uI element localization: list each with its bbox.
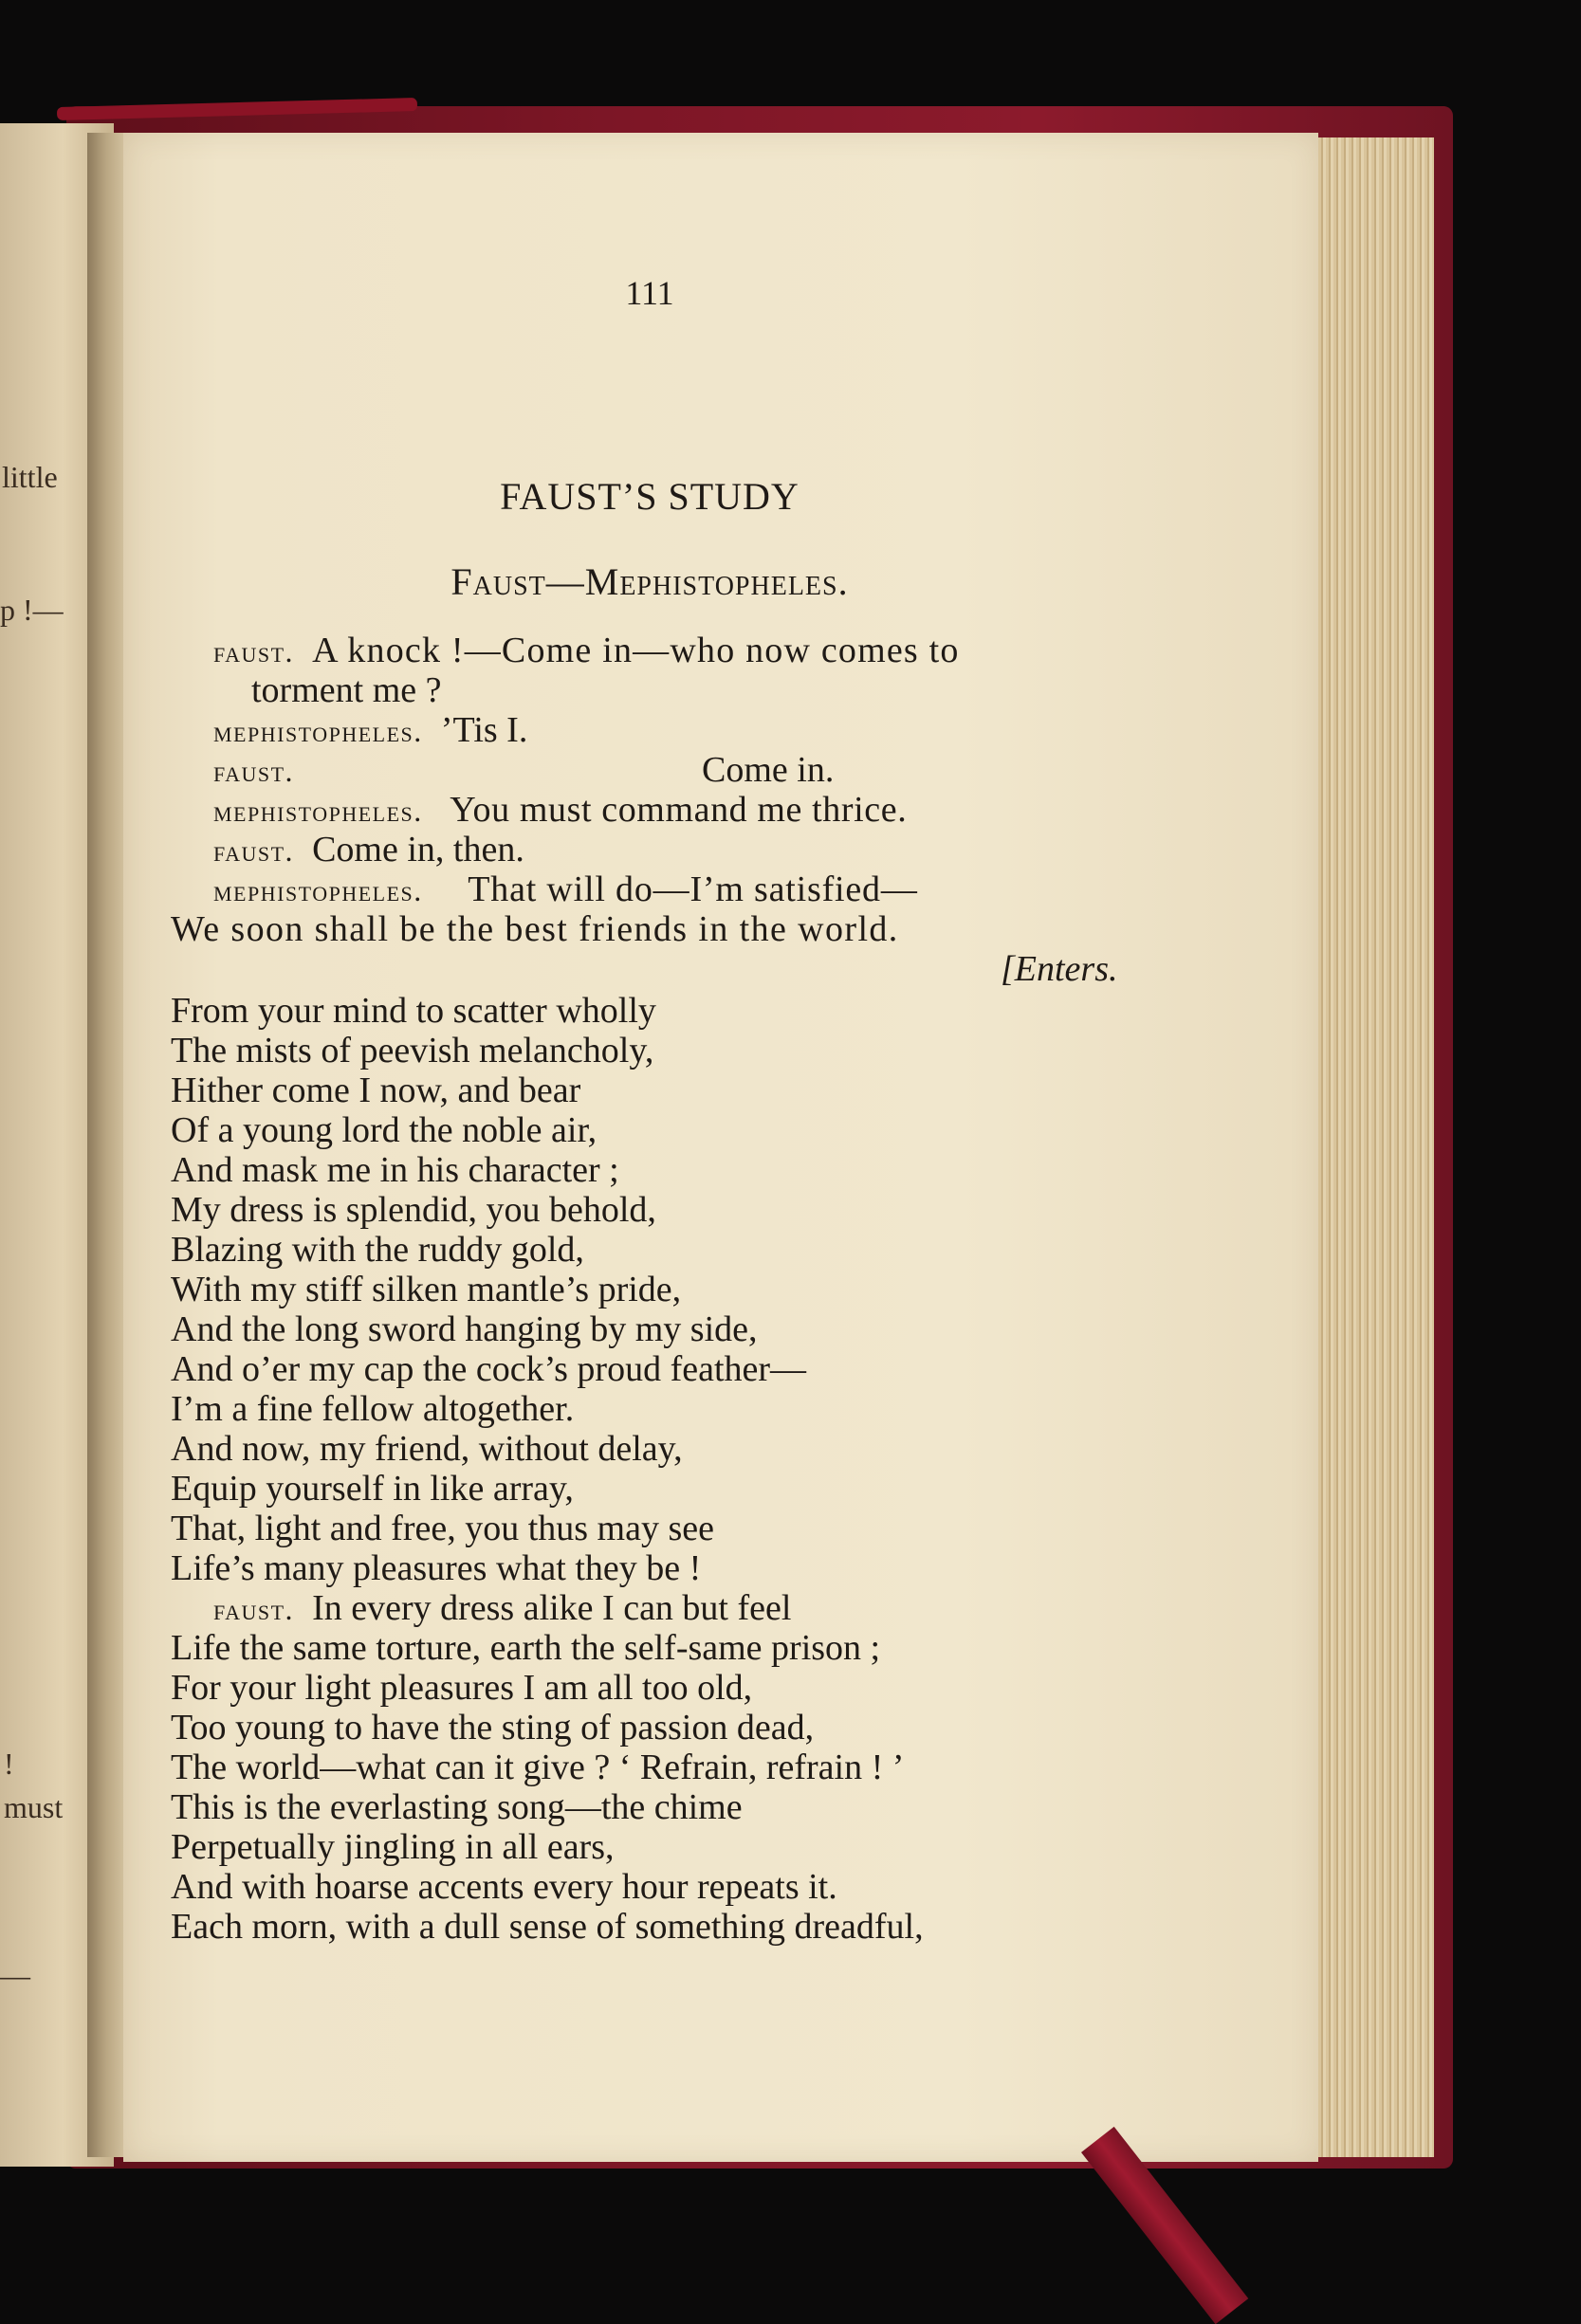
page-number: 111 xyxy=(625,274,674,312)
text-line xyxy=(171,1630,880,1666)
scene-persons: Faust—Mephistopheles. xyxy=(450,560,849,603)
text-line xyxy=(171,1710,814,1746)
text-line xyxy=(213,712,527,748)
left-page-fragment: — xyxy=(0,1958,30,1992)
text-line xyxy=(171,1909,924,1945)
text-line xyxy=(171,1033,653,1069)
speaker-name: mephistopheles. xyxy=(213,794,423,828)
speaker-name: faust. xyxy=(213,1592,295,1626)
left-page-fragment: ! xyxy=(4,1747,14,1781)
line-text: Perpetually jingling in all ears, xyxy=(171,1827,615,1867)
line-text: Hither come I now, and bear xyxy=(171,1071,581,1110)
line-text: And o’er my cap the cock’s proud feather— xyxy=(171,1349,807,1389)
text-line xyxy=(171,993,656,1029)
page-edges xyxy=(1309,137,1434,2157)
text-line xyxy=(171,1152,619,1188)
text-line xyxy=(213,752,294,788)
line-text: torment me ? xyxy=(251,670,442,710)
left-page-fragment: p !— xyxy=(0,593,64,627)
line-text: Equip yourself in like array, xyxy=(171,1469,574,1509)
speaker-name: faust. xyxy=(213,833,295,868)
text-line xyxy=(213,792,907,828)
line-text: The world—what can it give ? ‘ Refrain, refrain ! ’ xyxy=(171,1748,905,1787)
text-line xyxy=(171,1510,714,1546)
text-line xyxy=(171,1550,701,1586)
line-text: Life’s many pleasures what they be ! xyxy=(171,1548,702,1588)
line-text: Of a young lord the noble air, xyxy=(171,1110,597,1150)
page-title: FAUST’S STUDY xyxy=(500,475,800,518)
left-page-fragment: must xyxy=(4,1790,64,1824)
text-line xyxy=(171,1272,681,1308)
speaker-name: faust. xyxy=(213,754,295,788)
line-text: That, light and free, you thus may see xyxy=(171,1509,715,1548)
text-line xyxy=(171,1351,806,1387)
line-text: Blazing with the ruddy gold, xyxy=(171,1230,584,1270)
line-text: My dress is splendid, you behold, xyxy=(171,1190,656,1230)
speaker-name: mephistopheles. xyxy=(213,714,423,748)
line-text: This is the everlasting song—the chime xyxy=(171,1787,743,1827)
line-text: I’m a fine fellow altogether. xyxy=(171,1389,575,1429)
text-line xyxy=(171,911,899,947)
text-line xyxy=(171,1112,597,1148)
line-text: You must command me thrice. xyxy=(450,790,908,830)
line-text: Come in, then. xyxy=(312,830,524,869)
text-line xyxy=(171,1391,574,1427)
text-line xyxy=(171,1749,904,1785)
text-line xyxy=(702,752,834,788)
line-text: Come in. xyxy=(702,750,835,790)
line-text: Too young to have the sting of passion dead, xyxy=(171,1708,815,1748)
line-text: From your mind to scatter wholly xyxy=(171,991,656,1031)
line-text: Each morn, with a dull sense of something dreadful, xyxy=(171,1907,924,1947)
left-page-fragment: little xyxy=(2,460,58,494)
text-line xyxy=(171,1311,758,1347)
text-line xyxy=(213,871,918,907)
text-line xyxy=(171,1192,656,1228)
text-line xyxy=(171,1431,683,1467)
text-line xyxy=(171,1670,752,1706)
text-line xyxy=(171,1869,837,1905)
text-line xyxy=(171,1471,574,1507)
line-text: For your light pleasures I am all too old, xyxy=(171,1668,753,1708)
line-text: That will do—I’m satisfied— xyxy=(468,869,918,909)
text-line xyxy=(171,1829,615,1865)
line-text: A knock !—Come in—who now comes to xyxy=(312,631,960,670)
line-text: Life the same torture, earth the self-same prison ; xyxy=(171,1628,881,1668)
text-line xyxy=(213,632,960,668)
line-text: We soon shall be the best friends in the world. xyxy=(171,909,899,949)
line-text: In every dress alike I can but feel xyxy=(312,1588,792,1628)
line-text: And mask me in his character ; xyxy=(171,1150,619,1190)
text-line xyxy=(213,1590,791,1626)
speaker-name: mephistopheles. xyxy=(213,873,423,907)
line-text: ’Tis I. xyxy=(440,710,528,750)
text-line xyxy=(171,1232,584,1268)
text-line xyxy=(251,672,441,708)
stage-direction: [Enters. xyxy=(1001,949,1118,989)
text-line xyxy=(213,832,524,868)
line-text: With my stiff silken mantle’s pride, xyxy=(171,1270,682,1309)
line-text: And now, my friend, without delay, xyxy=(171,1429,683,1469)
speaker-name: faust. xyxy=(213,634,295,668)
text-line xyxy=(171,1789,743,1825)
line-text: And the long sword hanging by my side, xyxy=(171,1309,758,1349)
text-line xyxy=(171,1072,580,1108)
line-text: The mists of peevish melancholy, xyxy=(171,1031,654,1071)
line-text: And with hoarse accents every hour repeats it. xyxy=(171,1867,837,1907)
